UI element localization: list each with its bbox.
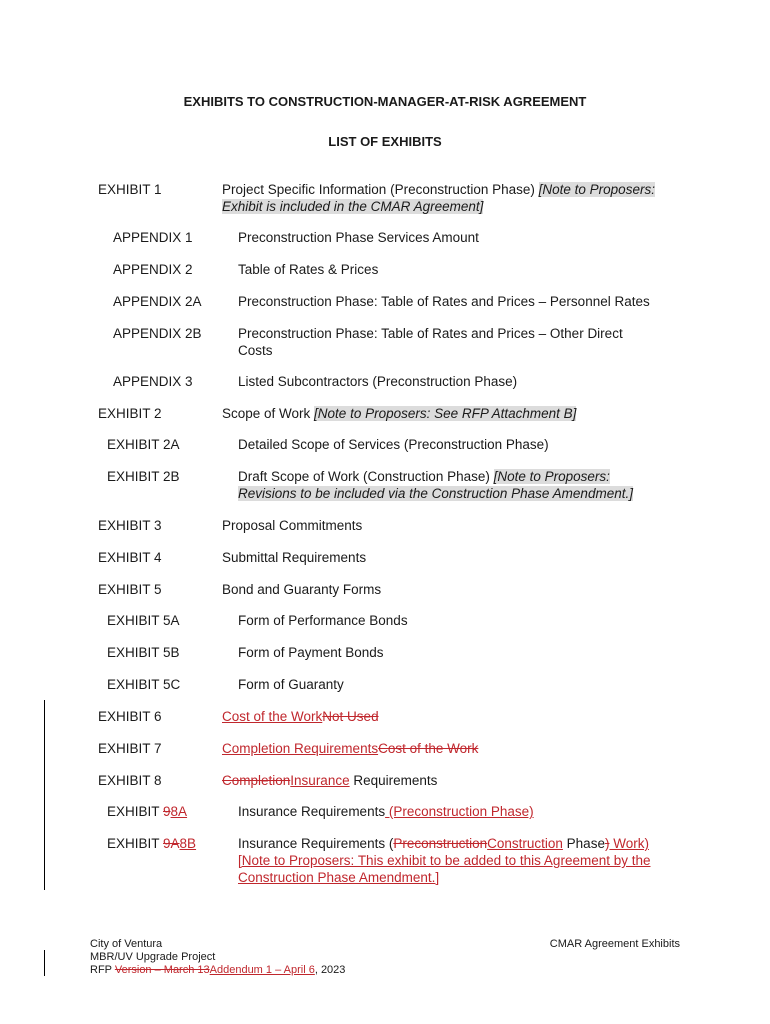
exhibit-description: Draft Scope of Work (Construction Phase) [Note to Proposers: Revisions to be included via the Construction Phase Amendment.] (238, 469, 633, 501)
appendix-label: APPENDIX 1 (113, 230, 193, 245)
appendix-label: APPENDIX 3 (113, 374, 193, 389)
document-title: EXHIBITS TO CONSTRUCTION-MANAGER-AT-RISK AGREEMENT (183, 94, 587, 109)
exhibit-description: Form of Performance Bonds (238, 613, 408, 628)
exhibit-description: Detailed Scope of Services (Preconstruction Phase) (238, 437, 549, 452)
deleted-text: Not Used (322, 709, 379, 724)
footer-project: MBR/UV Upgrade Project (90, 951, 216, 963)
footer-change-bar (44, 950, 45, 976)
exhibit-description: Submittal Requirements (222, 550, 367, 565)
footer-version: RFP Version – March 13Addendum 1 – April 6, 2023 (90, 964, 346, 976)
exhibit-label: EXHIBIT 2A (107, 437, 180, 452)
proposer-note: [Note to Proposers: This exhibit to be added to this Agreement by the Construction Phase Amendment.] (238, 853, 651, 885)
exhibit-label: EXHIBIT 9A8B (107, 836, 197, 851)
exhibit-label: EXHIBIT 2 (98, 406, 162, 421)
footer-city: City of Ventura (90, 938, 163, 950)
appendix-description: Table of Rates & Prices (238, 262, 379, 277)
inserted-text: Construction (487, 836, 563, 851)
deleted-text: 9A (163, 836, 180, 851)
exhibit-description: Project Specific Information (Preconstruction Phase) [Note to Proposers: Exhibit is included in the CMAR Agreement] (222, 182, 655, 214)
appendix-label: APPENDIX 2B (113, 326, 202, 341)
inserted-text: Cost of the Work (222, 709, 323, 724)
appendix-description: Preconstruction Phase: Table of Rates and Prices – Other Direct Costs (238, 326, 623, 358)
inserted-text: 8B (179, 836, 197, 851)
inserted-text: Work) (609, 836, 649, 851)
exhibit-label: EXHIBIT 3 (98, 518, 162, 533)
exhibit-label: EXHIBIT 2B (107, 469, 180, 484)
list-heading: LIST OF EXHIBITS (328, 134, 442, 149)
deleted-text: Cost of the Work (378, 741, 479, 756)
proposer-note: [Note to Proposers: Revisions to be included via the Construction Phase Amendment.] (238, 469, 633, 501)
appendix-label: APPENDIX 2 (113, 262, 193, 277)
exhibit-description: Insurance Requirements (Preconstruction Phase) (238, 804, 534, 819)
appendix-description: Listed Subcontractors (Preconstruction Phase) (238, 374, 518, 389)
proposer-note: [Note to Proposers: Exhibit is included in the CMAR Agreement] (222, 182, 655, 214)
deleted-text: Preconstruction (393, 836, 488, 851)
inserted-text: (Preconstruction Phase) (385, 804, 534, 819)
exhibit-label: EXHIBIT 8 (98, 773, 162, 788)
inserted-text: Addendum 1 – April 6 (209, 964, 315, 976)
inserted-text: Insurance (290, 773, 350, 788)
deleted-text: ) (604, 836, 610, 851)
appendix-description: Preconstruction Phase Services Amount (238, 230, 479, 245)
exhibit-label: EXHIBIT 7 (98, 741, 162, 756)
deleted-text: Completion (222, 773, 291, 788)
exhibit-label: EXHIBIT 5 (98, 582, 162, 597)
exhibit-description: Form of Payment Bonds (238, 645, 384, 660)
exhibit-description: CompletionInsurance Requirements (222, 773, 438, 788)
exhibit-label: EXHIBIT 6 (98, 709, 162, 724)
exhibit-description: Insurance Requirements (PreconstructionConstruction Phase) Work) [Note to Proposers: This exhibit to be added to this Agreement by the Construction Phase Amendment.] (238, 836, 651, 885)
exhibit-label: EXHIBIT 98A (107, 804, 188, 819)
appendix-label: APPENDIX 2A (113, 294, 202, 309)
exhibit-label: EXHIBIT 5A (107, 613, 180, 628)
exhibit-label: EXHIBIT 4 (98, 550, 162, 565)
footer-left (90, 938, 345, 977)
exhibit-description: Form of Guaranty (238, 677, 344, 692)
inserted-text: 8A (170, 804, 188, 819)
deleted-text: 9 (163, 804, 171, 819)
inserted-text: Completion Requirements (222, 741, 379, 756)
exhibit-description: Scope of Work [Note to Proposers: See RFP Attachment B] (222, 406, 577, 421)
exhibit-description (222, 708, 667, 725)
exhibit-label: EXHIBIT 5B (107, 645, 180, 660)
exhibit-description (222, 740, 667, 757)
appendix-description: Preconstruction Phase: Table of Rates and Prices – Personnel Rates (238, 294, 650, 309)
deleted-text: Version – March 13 (114, 964, 210, 976)
exhibit-description: Proposal Commitments (222, 518, 363, 533)
exhibit-label: EXHIBIT 1 (98, 182, 162, 197)
exhibit-label: EXHIBIT 5C (107, 677, 181, 692)
footer-right: CMAR Agreement Exhibits (549, 938, 680, 950)
change-bar (44, 700, 45, 890)
proposer-note: [Note to Proposers: See RFP Attachment B] (314, 406, 577, 421)
exhibit-description: Bond and Guaranty Forms (222, 582, 382, 597)
